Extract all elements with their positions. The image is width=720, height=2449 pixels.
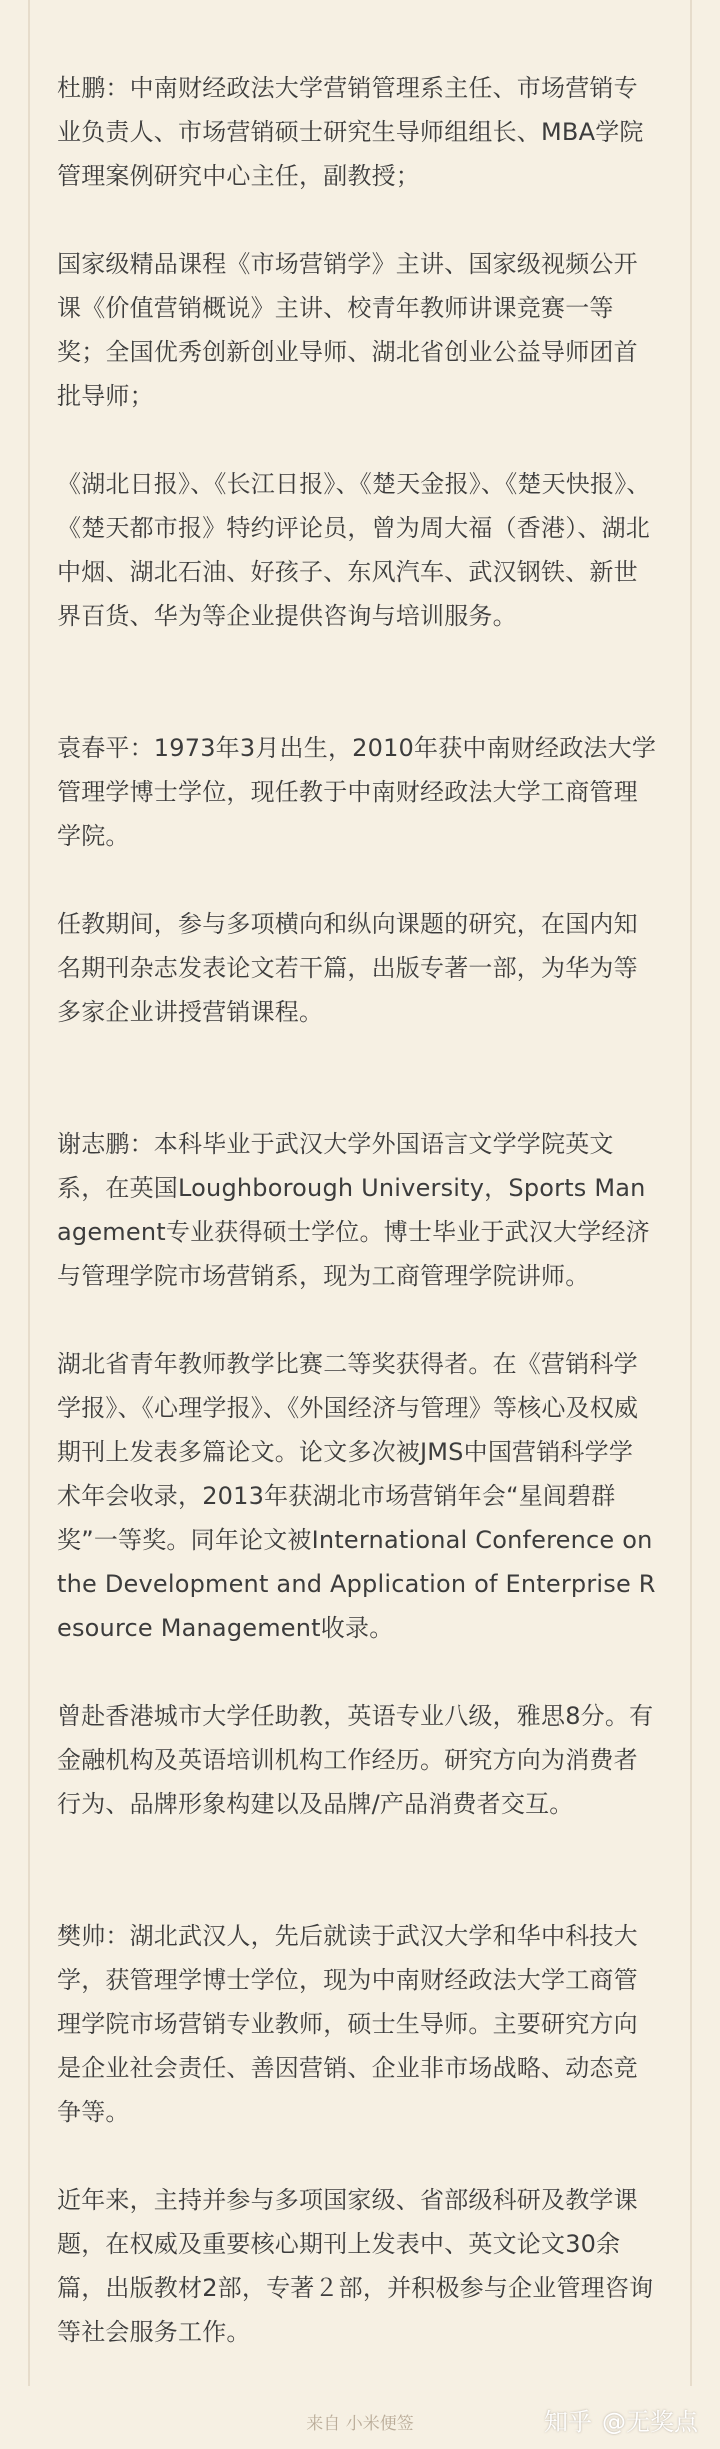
watermark-site: 知乎 — [544, 2408, 592, 2436]
bio-dupeng-courses: 国家级精品课程《市场营销学》主讲、国家级视频公开课《价值营销概说》主讲、校青年教师讲课竞赛一等奖；全国优秀创新创业导师、湖北省创业公益导师团首批导师； — [57, 250, 638, 410]
bio-yuanchunping-research: 任教期间，参与多项横向和纵向课题的研究，在国内知名期刊杂志发表论文若干篇，出版专著一部，为华为等多家企业讲授营销课程。 — [57, 910, 638, 1026]
bio-xiezhipeng-awards: 湖北省青年教师教学比赛二等奖获得者。在《营销科学学报》、《心理学报》、《外国经济与管理》等核心及权威期刊上发表多篇论文。论文多次被JMS中国营销科学学术年会收录，2013年获湖北市场营销年会“星闾碧群奖”一等奖。同年论文被International Conference on the Development and Application of Enterprise Resource Management收录。 — [57, 1350, 656, 1642]
bio-yuanchunping-intro: 袁春平：1973年3月出生，2010年获中南财经政法大学管理学博士学位，现任教于中南财经政法大学工商管理学院。 — [57, 734, 657, 850]
bio-xiezhipeng-experience: 曾赴香港城市大学任助教，英语专业八级，雅思8分。有金融机构及英语培训机构工作经历。研究方向为消费者行为、品牌形象构建以及品牌/产品消费者交互。 — [57, 1702, 654, 1818]
bio-fanshuai-intro: 樊帅：湖北武汉人，先后就读于武汉大学和华中科技大学，获管理学博士学位，现为中南财经政法大学工商管理学院市场营销专业教师，硕士生导师。主要研究方向是企业社会责任、善因营销、企业非市场战略、动态竞争等。 — [57, 1922, 638, 2126]
source-label: 来自 小米便签 — [306, 2414, 414, 2434]
watermark-user: @无奖点 — [602, 2408, 698, 2436]
bio-fanshuai-research: 近年来，主持并参与多项国家级、省部级科研及教学课题，在权威及重要核心期刊上发表中、英文论文30余篇，出版教材2部，专著２部，并积极参与企业管理咨询等社会服务工作。 — [57, 2186, 654, 2346]
bio-dupeng-consulting: 《湖北日报》、《长江日报》、《楚天金报》、《楚天快报》、《楚天都市报》特约评论员，曾为周大福（香港）、湖北中烟、湖北石油、好孩子、东风汽车、武汉钢铁、新世界百货、华为等企业提供咨询与培训服务。 — [57, 470, 651, 630]
note-content — [57, 66, 657, 2354]
bio-xiezhipeng-education: 谢志鹏：本科毕业于武汉大学外国语言文学学院英文系，在英国Loughborough University，Sports Management专业获得硕士学位。博士毕业于武汉大学经济与管理学院市场营销系，现为工商管理学院讲师。 — [57, 1130, 650, 1290]
zhihu-watermark — [544, 2402, 698, 2437]
bio-dupeng-title: 杜鹏：中南财经政法大学营销管理系主任、市场营销专业负责人、市场营销硕士研究生导师组组长、MBA学院管理案例研究中心主任，副教授； — [57, 74, 644, 190]
